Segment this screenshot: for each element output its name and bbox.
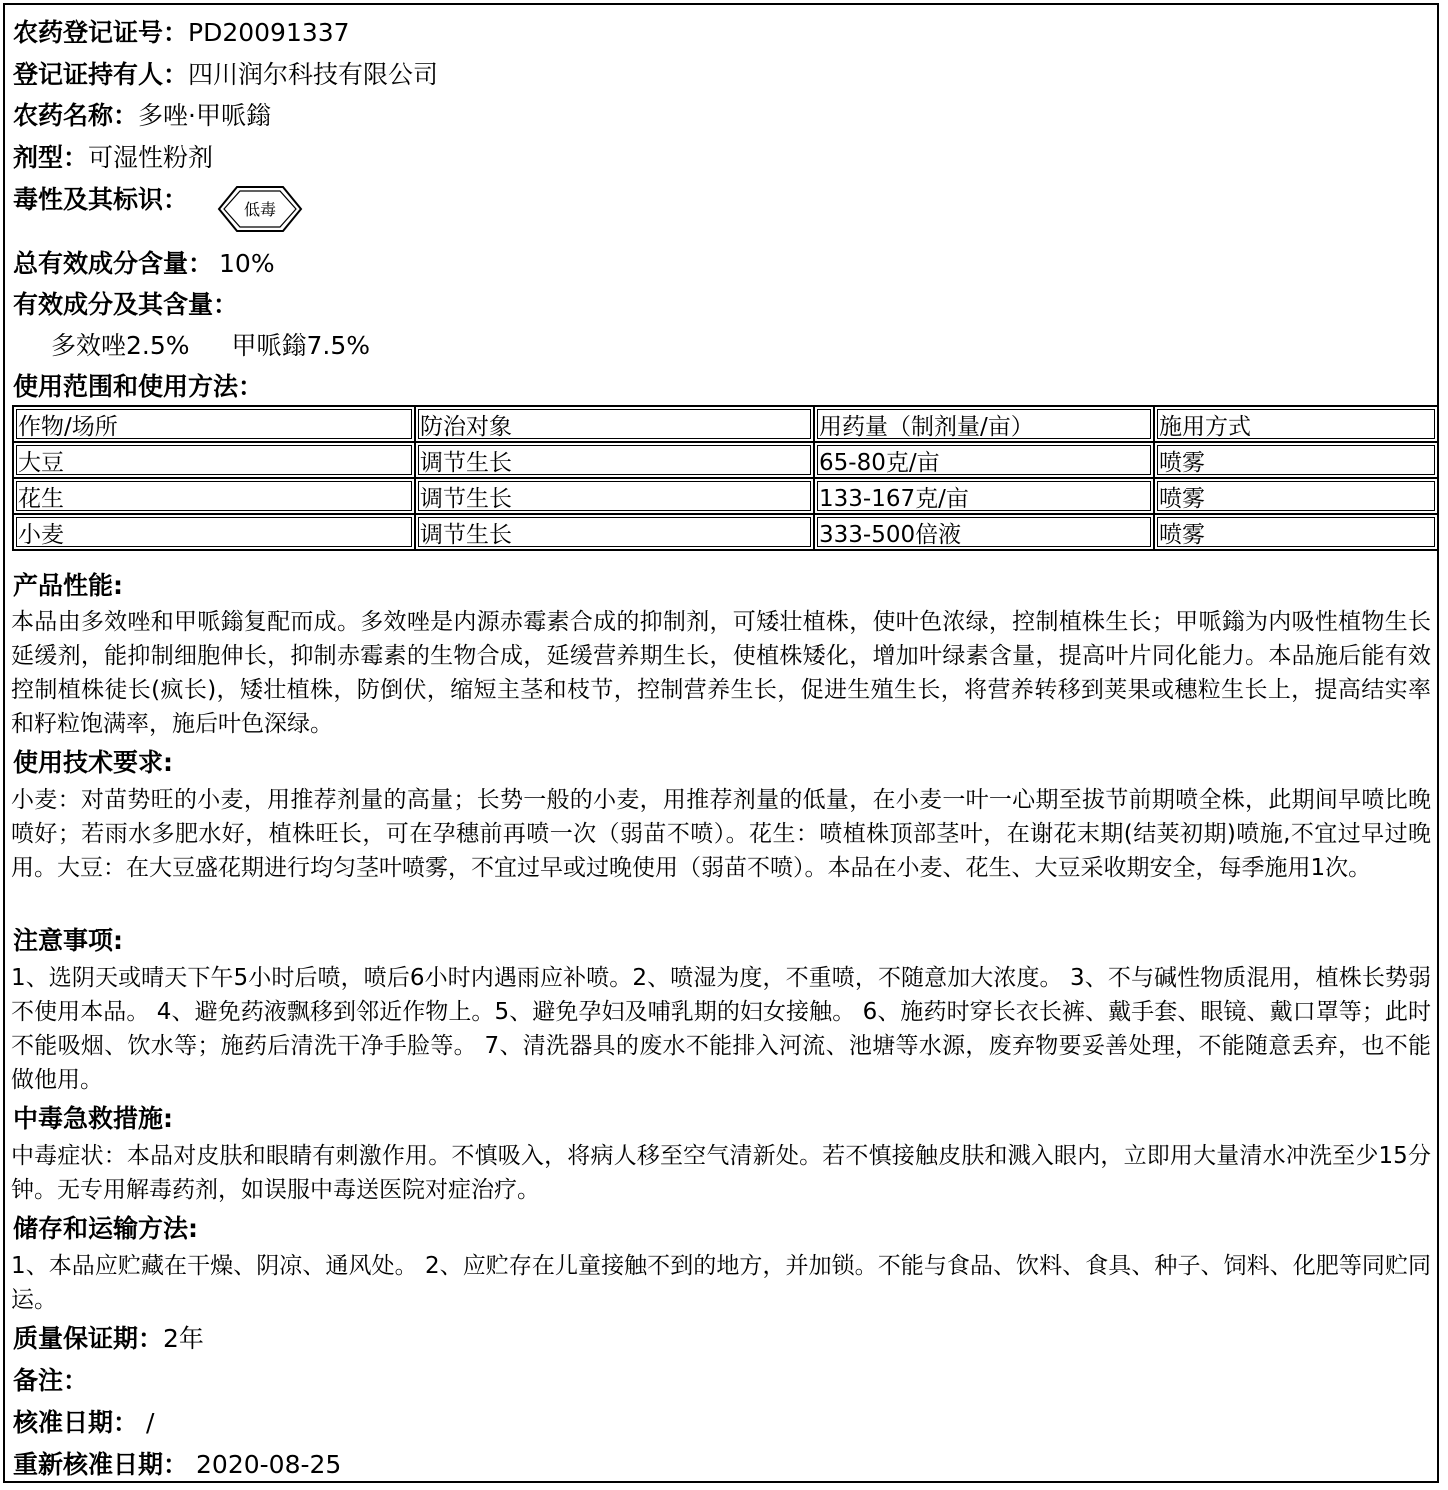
low-toxicity-diamond-icon: [217, 181, 303, 237]
holder-row: [13, 57, 1431, 93]
approval-date-label: 核准日期：: [13, 1408, 139, 1437]
reapproval-date-label: 重新核准日期：: [13, 1450, 189, 1479]
table-row: [13, 514, 1438, 550]
performance-heading: [13, 568, 1431, 604]
table-header-row: [13, 406, 1438, 442]
table-cell: 大豆: [13, 442, 415, 478]
toxicity-badge-text: 低毒: [243, 200, 277, 219]
table-cell: 133-167克/亩: [814, 478, 1154, 514]
usage-table: [12, 405, 1439, 551]
pesticide-name-value: 多唑·甲哌鎓: [138, 101, 271, 130]
technical-text: 小麦：对苗势旺的小麦，用推荐剂量的高量；长势一般的小麦，用推荐剂量的低量，在小麦一叶一心期至拔节前期喷全株，此期间早喷比晚喷好；若雨水多肥水好，植株旺长，可在孕穗前再喷一次（弱苗不喷）。花生：喷植株顶部茎叶，在谢花末期(结荚初期)喷施,不宜过早过晚用。大豆：在大豆盛花期进行均匀茎叶喷雾，不宜过早或过晚使用（弱苗不喷）。本品在小麦、花生、大豆采收期安全，每季施用1次。: [11, 787, 1431, 881]
shelf-life-label: 质量保证期：: [13, 1324, 164, 1353]
precautions-text: 1、选阴天或晴天下午5小时后喷，喷后6小时内遇雨应补喷。2、喷湿为度，不重喷，不随意加大浓度。 3、不与碱性物质混用，植株长势弱不使用本品。 4、避免药液飘移到邻近作物上。5、避免孕妇及哺乳期的妇女接触。 6、施药时穿长衣长裤、戴手套、眼镜、戴口罩等；此时不能吸烟、饮水等；施药后清洗干净手脸等。 7、清洗器具的废水不能排入河流、池塘等水源，废弃物要妥善处理，不能随意丢弃，也不能做他用。: [11, 965, 1431, 1093]
table-cell: 花生: [13, 478, 415, 514]
table-row: [13, 478, 1438, 514]
shelf-life-row: [13, 1321, 1431, 1357]
table-header-cell: 施用方式: [1154, 406, 1438, 442]
approval-date-row: [13, 1405, 1431, 1441]
first-aid-label: 中毒急救措施:: [13, 1104, 173, 1133]
performance-text: 本品由多效唑和甲哌鎓复配而成。多效唑是内源赤霉素合成的抑制剂，可矮壮植株，使叶色浓绿，控制植株生长；甲哌鎓为内吸性植物生长延缓剂，能抑制细胞伸长，抑制赤霉素的生物合成，延缓营养期生长，使植株矮化，增加叶绿素含量，提高叶片同化能力。本品施后能有效控制植株徒长(疯长)，矮壮植株，防倒伏，缩短主茎和枝节，控制营养生长，促进生殖生长，将营养转移到荚果或穗粒生长上，提高结实率和籽粒饱满率，施后叶色深绿。: [11, 609, 1431, 737]
table-cell: 调节生长: [415, 442, 814, 478]
table-cell: 调节生长: [415, 478, 814, 514]
total-content-label: 总有效成分含量：: [13, 249, 214, 278]
table-cell: 65-80克/亩: [814, 442, 1154, 478]
table-cell: 调节生长: [415, 514, 814, 550]
table-cell: 喷雾: [1154, 442, 1438, 478]
pesticide-label-sheet: [3, 3, 1439, 1483]
registration-number-label: 农药登记证号：: [13, 18, 189, 47]
technical-heading: [13, 745, 1431, 781]
precautions-heading: [13, 923, 1431, 959]
ingredients-label: 有效成分及其含量：: [13, 290, 239, 319]
precautions-label: 注意事项:: [13, 926, 123, 955]
table-cell: 333-500倍液: [814, 514, 1154, 550]
table-header-cell: 防治对象: [415, 406, 814, 442]
holder-label: 登记证持有人：: [13, 60, 189, 89]
formulation-row: [13, 140, 1431, 176]
usage-label: 使用范围和使用方法：: [13, 372, 264, 401]
technical-label: 使用技术要求:: [13, 748, 173, 777]
first-aid-heading: [13, 1101, 1431, 1137]
registration-number-row: [13, 15, 1431, 51]
ingredient-item: 多效唑2.5%: [51, 331, 190, 360]
table-header-cell: 作物/场所: [13, 406, 415, 442]
storage-heading: [13, 1211, 1431, 1247]
performance-label: 产品性能:: [13, 571, 123, 600]
reapproval-date-value: 2020-08-25: [196, 1450, 342, 1479]
ingredient-item: 甲哌鎓7.5%: [231, 331, 371, 360]
ingredients-list: [51, 328, 1431, 364]
table-cell: 喷雾: [1154, 478, 1438, 514]
first-aid-text: 中毒症状：本品对皮肤和眼睛有刺激作用。不慎吸入，将病人移至空气清新处。若不慎接触皮肤和溅入眼内，立即用大量清水冲洗至少15分钟。无专用解毒药剂，如误服中毒送医院对症治疗。: [11, 1143, 1431, 1203]
remarks-row: [13, 1363, 1431, 1399]
table-cell: 小麦: [13, 514, 415, 550]
storage-text: 1、本品应贮藏在干燥、阴凉、通风处。 2、应贮存在儿童接触不到的地方，并加锁。不能与食品、饮料、食具、种子、饲料、化肥等同贮同运。: [11, 1253, 1431, 1313]
table-cell: 喷雾: [1154, 514, 1438, 550]
shelf-life-value: 2年: [163, 1324, 204, 1353]
table-header-cell: 用药量（制剂量/亩）: [814, 406, 1154, 442]
pesticide-name-label: 农药名称：: [13, 101, 139, 130]
total-content-row: [13, 246, 1431, 282]
registration-number-value: PD20091337: [188, 18, 350, 47]
formulation-value: 可湿性粉剂: [88, 143, 214, 172]
table-row: [13, 442, 1438, 478]
reapproval-date-row: [13, 1447, 1431, 1483]
remarks-label: 备注：: [13, 1366, 89, 1395]
pesticide-name-row: [13, 98, 1431, 134]
usage-heading: [13, 369, 1431, 405]
ingredients-heading: [13, 287, 1431, 323]
toxicity-label: 毒性及其标识：: [13, 185, 189, 214]
approval-date-value: /: [146, 1408, 155, 1437]
total-content-value: 10%: [219, 249, 275, 278]
holder-value: 四川润尔科技有限公司: [188, 60, 439, 89]
formulation-label: 剂型：: [13, 143, 89, 172]
storage-label: 储存和运输方法:: [13, 1214, 198, 1243]
